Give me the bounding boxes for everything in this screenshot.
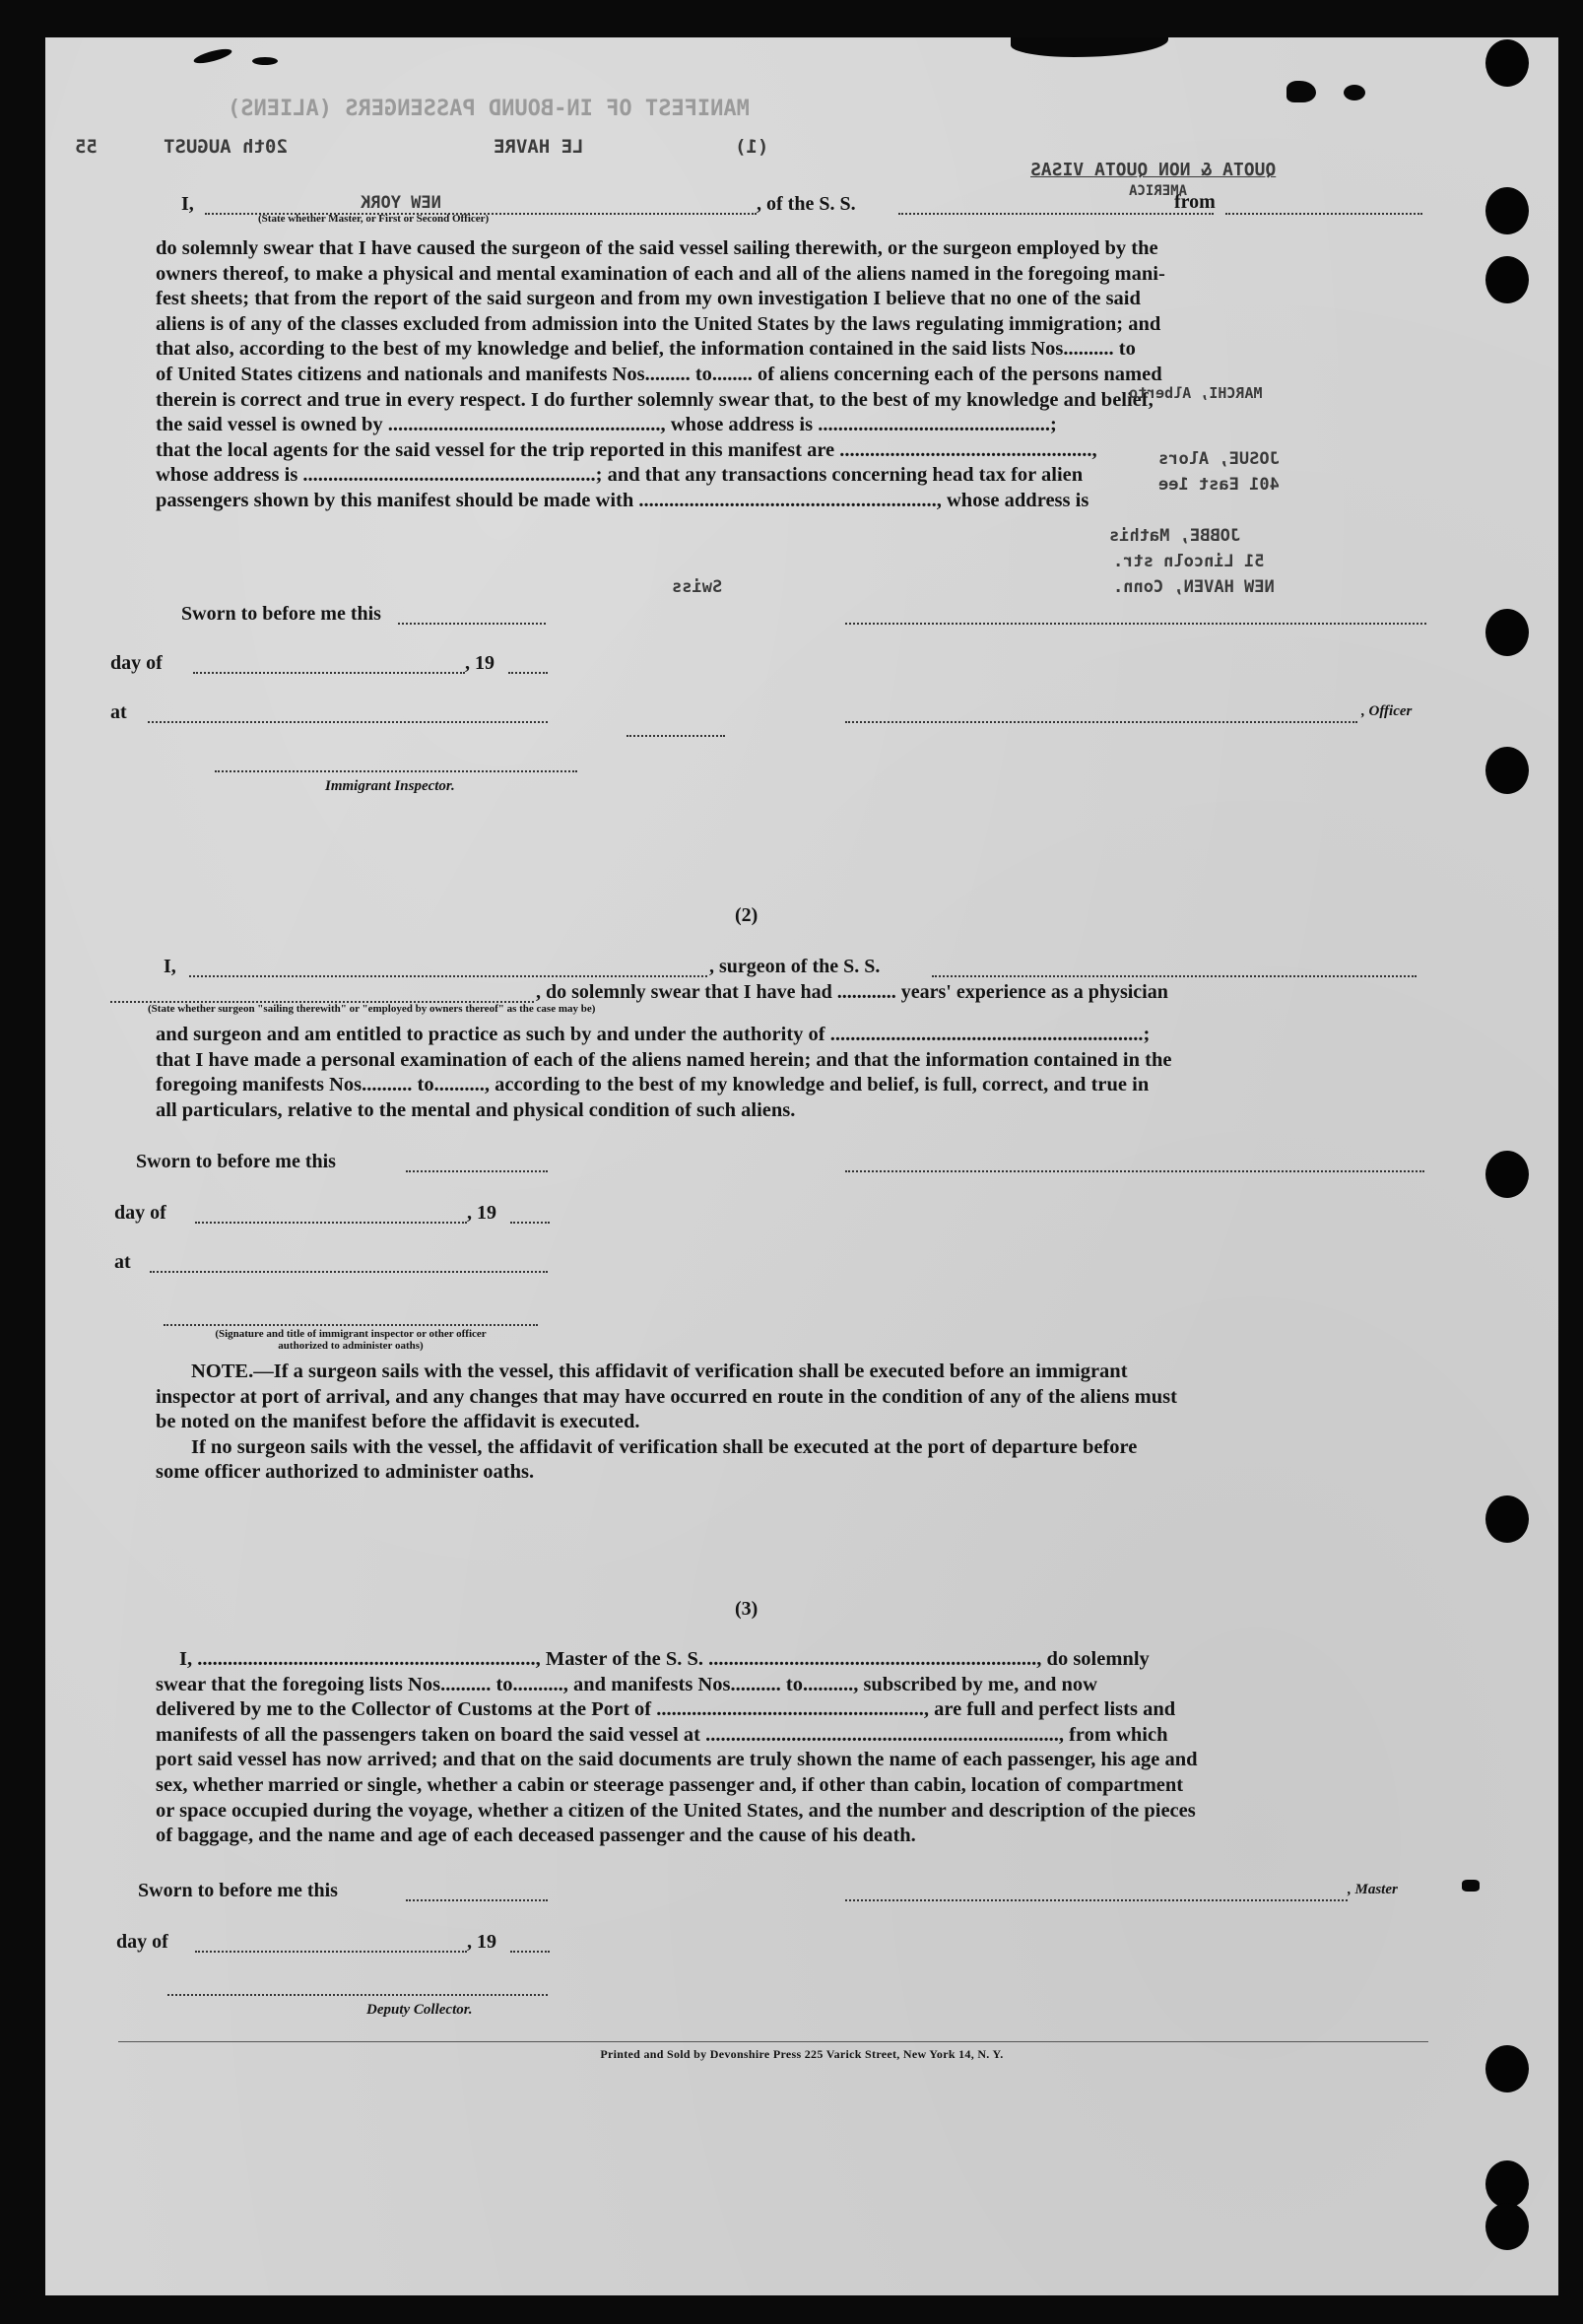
punch-hole-5 <box>1485 747 1529 794</box>
s2-note-line: NOTE.—If a surgeon sails with the vessel, this affidavit of verification shall be executed before an immigrant <box>191 1361 1128 1382</box>
s2-year-label: , 19 <box>467 1202 496 1224</box>
punch-hole-1 <box>1485 39 1529 87</box>
s1-line: aliens is of any of the classes excluded from admission into the United States by the laws regulating immigration; and <box>156 312 1161 335</box>
s2-year-field <box>510 1222 550 1224</box>
bleed-street: 51 Lincoln str. <box>1113 552 1265 571</box>
s1-inspector-field <box>215 770 577 772</box>
bleed-city1: JOBBE, Mathis <box>1109 526 1241 546</box>
s3-sworn-field <box>406 1899 548 1901</box>
s2-line: all particulars, relative to the mental and physical condition of such aliens. <box>156 1098 796 1121</box>
punch-hole-3 <box>1485 256 1529 303</box>
s1-line: that also, according to the best of my knowledge and belief, the information contained in the said lists Nos.......... to <box>156 338 1136 361</box>
s2-note-line: inspector at port of arrival, and any changes that may have occurred en route in the condition of any of the aliens must <box>156 1385 1177 1408</box>
s3-collector-field <box>167 1994 548 1996</box>
header-bleed-quota: QUOTA & NON QUOTA VISAS <box>1030 160 1277 180</box>
s1-at-label: at <box>110 701 127 723</box>
punch-hole-11 <box>1485 2203 1529 2250</box>
s1-officer-sign-field <box>845 721 1357 723</box>
s1-paragraph <box>156 236 1428 514</box>
s1-faint-dots <box>627 735 725 737</box>
s2-line2: , do solemnly swear that I have had ............ years' experience as a physician <box>536 981 1168 1003</box>
bleed-new-york: NEW YORK <box>361 193 441 213</box>
bleed-ship: AMERICA <box>1129 183 1188 199</box>
ink-blot <box>1286 81 1316 102</box>
header-bleed-date: 20th AUGUST <box>164 136 288 158</box>
ink-blot <box>252 57 278 65</box>
s1-day-label: day of <box>110 652 163 674</box>
s3-master-label: , Master <box>1348 1882 1398 1897</box>
punch-hole-2 <box>1485 187 1529 234</box>
header-bleed-year: 55 <box>75 136 98 158</box>
ink-blot <box>192 46 232 66</box>
punch-hole-4 <box>1485 609 1529 656</box>
torn-corner <box>1011 37 1168 57</box>
s1-under-note: (State whether Master, or First or Second Officer) <box>258 213 490 225</box>
s2-number: (2) <box>735 904 759 926</box>
s2-sworn-label: Sworn to before me this <box>136 1151 336 1172</box>
s1-year-label: , 19 <box>465 652 495 674</box>
s1-line: do solemnly swear that I have caused the surgeon of the said vessel sailing therewith, or the surgeon employed by the <box>156 237 1158 259</box>
s2-intro-mid: , surgeon of the S. S. <box>709 956 881 977</box>
s3-line: manifests of all the passengers taken on board the said vessel at ......................................................................, from which <box>156 1723 1168 1746</box>
ink-blot <box>1462 1880 1480 1892</box>
s1-day-field <box>193 672 465 674</box>
header-bleed-port: LE HAVRE <box>494 136 584 158</box>
footer-rule <box>118 2041 1428 2042</box>
s1-line: whose address is ..........................................................; and that any transactions concerning head tax for alien <box>156 464 1084 487</box>
s1-line: of United States citizens and nationals and manifests Nos......... to........ of aliens concerning each of the persons named <box>156 363 1162 385</box>
bleed-agent: MARCHI, Alberto <box>1129 384 1263 402</box>
s2-sig-field <box>164 1324 538 1326</box>
s3-line: I, ..................................................................., Master of the S. S. ................................................................., do solemnly <box>179 1648 1150 1670</box>
s1-year-field <box>508 672 548 674</box>
s2-note-line: some officer authorized to administer oaths. <box>156 1461 535 1484</box>
s2-name-field <box>189 975 707 977</box>
s3-line: of baggage, and the name and age of each deceased passenger and the cause of his death. <box>156 1825 916 1847</box>
s2-line: foregoing manifests Nos.......... to.........., according to the best of my knowledge and belief, is full, correct, and true in <box>156 1074 1150 1096</box>
s2-day-label: day of <box>114 1202 166 1224</box>
bleed-owner: JOSUE, Alors <box>1158 449 1280 469</box>
s2-sworn-field <box>406 1170 548 1172</box>
s1-ship-field <box>898 213 1214 215</box>
s1-from-field <box>1225 213 1422 215</box>
s2-intro-prefix: I, <box>164 956 176 977</box>
s2-at-field <box>150 1271 548 1273</box>
manifest-page <box>45 37 1558 2295</box>
s1-line: therein is correct and true in every respect. I do further solemnly swear that, to the best of my knowledge and belief, <box>156 388 1154 411</box>
s1-intro-mid: , of the S. S. <box>757 193 856 215</box>
s1-line: passengers shown by this manifest should be made with ..........................................................., whose address is <box>156 489 1089 511</box>
s1-intro-prefix: I, <box>181 193 194 215</box>
s1-line: owners thereof, to make a physical and mental examination of each and all of the aliens named in the foregoing mani- <box>156 262 1165 285</box>
s1-from-label: from <box>1174 191 1216 213</box>
s2-under-note: (State whether surgeon "sailing therewith" or "employed by owners thereof" as the case may be) <box>148 1003 596 1015</box>
s1-line: that the local agents for the said vessel for the trip reported in this manifest are .................................................., <box>156 438 1097 461</box>
s1-at-field <box>148 721 548 723</box>
s3-line: port said vessel has now arrived; and that on the said documents are truly shown the name of each passenger, his age and <box>156 1749 1198 1771</box>
s3-line: or space occupied during the voyage, whether a citizen of the United States, and the number and description of the pieces <box>156 1799 1196 1822</box>
s3-line: swear that the foregoing lists Nos.......... to.........., and manifests Nos.......... to.........., subscribed by me, and now <box>156 1673 1097 1695</box>
s3-sworn-label: Sworn to before me this <box>138 1880 338 1901</box>
s3-year-label: , 19 <box>467 1931 496 1953</box>
s1-sworn-field <box>398 623 546 625</box>
s2-line: that I have made a personal examination of each of the aliens named herein; and that the information contained in the <box>156 1048 1172 1071</box>
s2-at-label: at <box>114 1251 131 1273</box>
s2-ship-field <box>932 975 1417 977</box>
s2-sig-note: (Signature and title of immigrant inspector or other officer authorized to administer oaths) <box>215 1328 487 1352</box>
s3-year-field <box>510 1951 550 1953</box>
punch-hole-9 <box>1485 2160 1529 2208</box>
ink-blot <box>1344 85 1365 100</box>
s1-sworn-label: Sworn to before me this <box>181 603 381 625</box>
s1-inspector-label: Immigrant Inspector. <box>325 778 455 794</box>
s3-paragraph <box>156 1647 1428 1849</box>
bleed-address1: 401 East 1ee <box>1158 475 1280 495</box>
s2-signature-field <box>845 1170 1424 1172</box>
s1-signature-field <box>845 623 1426 625</box>
s2-note <box>156 1360 1428 1486</box>
s3-master-field <box>845 1899 1348 1901</box>
punch-hole-7 <box>1485 1495 1529 1543</box>
header-bleed-class: (1) <box>735 136 769 158</box>
s1-officer-label: , Officer <box>1361 703 1413 719</box>
s2-note-line: If no surgeon sails with the vessel, the affidavit of verification shall be executed at the port of departure before <box>191 1435 1138 1458</box>
bleed-swiss: Swiss <box>672 577 723 597</box>
printer-imprint: Printed and Sold by Devonshire Press 225 Varick Street, New York 14, N. Y. <box>600 2047 1004 2061</box>
s2-note-line: be noted on the manifest before the affidavit is executed. <box>156 1411 640 1433</box>
s1-line: fest sheets; that from the report of the said surgeon and from my own investigation I believe that no one of the said <box>156 288 1141 310</box>
s1-line: the said vessel is owned by ......................................................, whose address is ..............................................; <box>156 414 1057 436</box>
s3-day-label: day of <box>116 1931 168 1953</box>
s3-line: sex, whether married or single, whether a cabin or steerage passenger and, if other than cabin, location of compartment <box>156 1773 1184 1796</box>
s3-collector-label: Deputy Collector. <box>366 2002 473 2018</box>
s3-number: (3) <box>735 1598 759 1620</box>
s2-paragraph <box>156 1023 1428 1123</box>
s3-day-field <box>195 1951 467 1953</box>
s2-line: and surgeon and am entitled to practice as such by and under the authority of ..............................................................; <box>156 1024 1151 1045</box>
punch-hole-6 <box>1485 1151 1529 1198</box>
s3-line: delivered by me to the Collector of Customs at the Port of ....................................................., are full and perfect lists and <box>156 1698 1176 1721</box>
header-bleed-title: MANIFEST OF IN-BOUND PASSENGERS (ALIENS) <box>228 97 750 121</box>
s2-day-field <box>195 1222 467 1224</box>
bleed-city2: NEW HAVEN, Conn. <box>1113 577 1275 597</box>
